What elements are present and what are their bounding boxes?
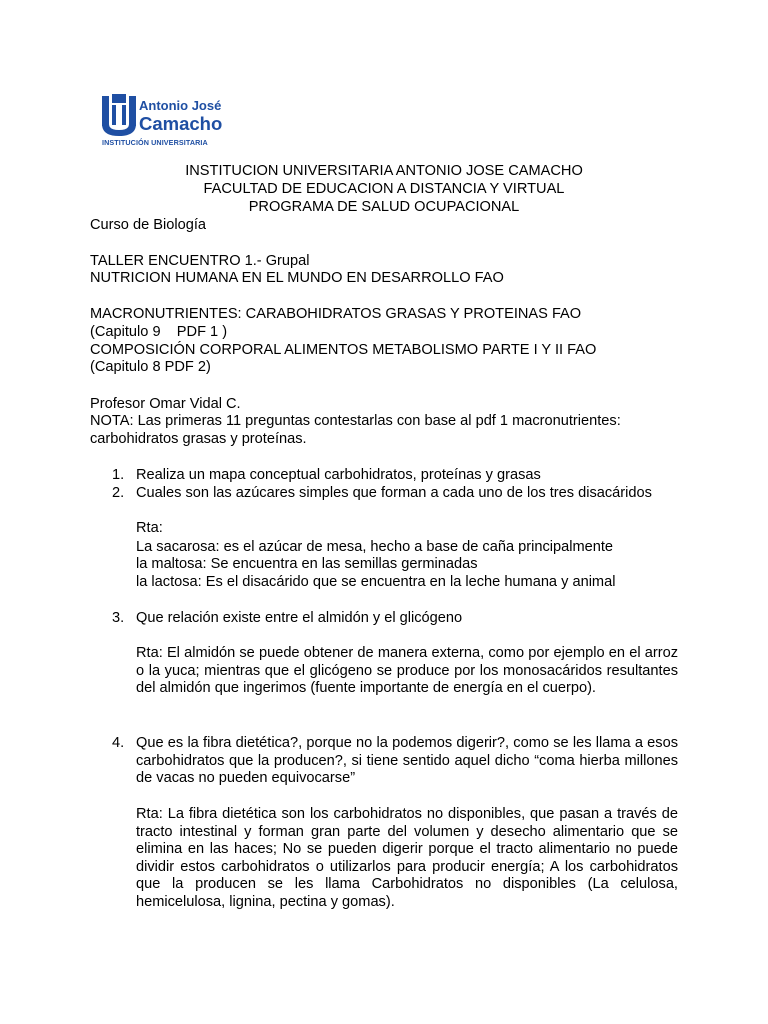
institution-logo [102, 94, 242, 148]
note-line-2: carbohidratos grasas y proteínas. [90, 431, 307, 447]
answer-maltosa: la maltosa: Se encuentra en las semillas germinadas [136, 556, 478, 572]
header-program: PROGRAMA DE SALUD OCUPACIONAL [248, 199, 520, 215]
question-3-text: Que relación existe entre el almidón y el glicógeno [136, 610, 463, 626]
professor-name: Profesor Omar Vidal C. [90, 396, 241, 412]
taller-title: TALLER ENCUENTRO 1.- Grupal [90, 253, 310, 269]
answer-lactosa: la lactosa: Es el disacárido que se encuentra en la leche humana y animal [136, 574, 616, 590]
note-line-1: NOTA: Las primeras 11 preguntas contestarlas con base al pdf 1 macronutrientes: [90, 413, 621, 429]
logo-text-line3: INSTITUCIÓN UNIVERSITARIA [102, 138, 208, 147]
question-number: 1. [112, 467, 125, 483]
logo-text-line2: Camacho [139, 113, 223, 134]
reference-1-chapter: (Capitulo 9 PDF 1 ) [90, 324, 228, 340]
question-2-text: Cuales son las azúcares simples que forman a cada uno de los tres disacáridos [136, 485, 652, 501]
question-4-text: Que es la fibra dietética?, porque no la podemos digerir?, como se les llama a esos carbohidratos que la producen?, si tiene sentido aquel dicho “coma hierba millones de vacas no pueden equivocarse” [136, 735, 678, 787]
course-name: Curso de Biología [90, 217, 207, 233]
logo-text-line1: Antonio José [139, 98, 222, 113]
question-4-answer: Rta: La fibra dietética son los carbohidratos no disponibles, que pasan a través de tracto intestinal y forman gran parte del volumen y desecho alimentario que se elimina en las haces; No se pueden digerir porque el tracto alimentario no puede dividir estos carbohidratos o utilizarlos para producir energía; A los carbohidratos que la producen se les llama Carbohidratos no disponibles (La celulosa, hemicelulosa, lignina, pectina y gomas). [136, 806, 678, 910]
reference-2: COMPOSICIÓN CORPORAL ALIMENTOS METABOLISMO PARTE I Y II FAO [90, 342, 597, 358]
logo-emblem-icon [102, 94, 136, 138]
question-number: 4. [112, 735, 125, 751]
reference-2-chapter: (Capitulo 8 PDF 2) [90, 359, 211, 375]
question-1-text: Realiza un mapa conceptual carbohidratos, proteínas y grasas [136, 467, 541, 483]
answer-label: Rta: [136, 520, 163, 536]
question-number: 3. [112, 610, 125, 626]
answer-sacarosa: La sacarosa: es el azúcar de mesa, hecho a base de caña principalmente [136, 539, 614, 555]
question-number: 2. [112, 485, 125, 501]
header-faculty: FACULTAD DE EDUCACION A DISTANCIA Y VIRTUAL [203, 181, 565, 197]
reference-1: MACRONUTRIENTES: CARABOHIDRATOS GRASAS Y PROTEINAS FAO [90, 306, 582, 322]
question-3-answer: Rta: El almidón se puede obtener de manera externa, como por ejemplo en el arroz o la yuca; mientras que el glicógeno se produce por los monosacáridos resultantes del almidón que ingerimos (fuente importante de energía en el cuerpo). [136, 645, 678, 697]
header-institution: INSTITUCION UNIVERSITARIA ANTONIO JOSE CAMACHO [185, 163, 583, 179]
taller-subtitle: NUTRICION HUMANA EN EL MUNDO EN DESARROLLO FAO [90, 270, 504, 286]
